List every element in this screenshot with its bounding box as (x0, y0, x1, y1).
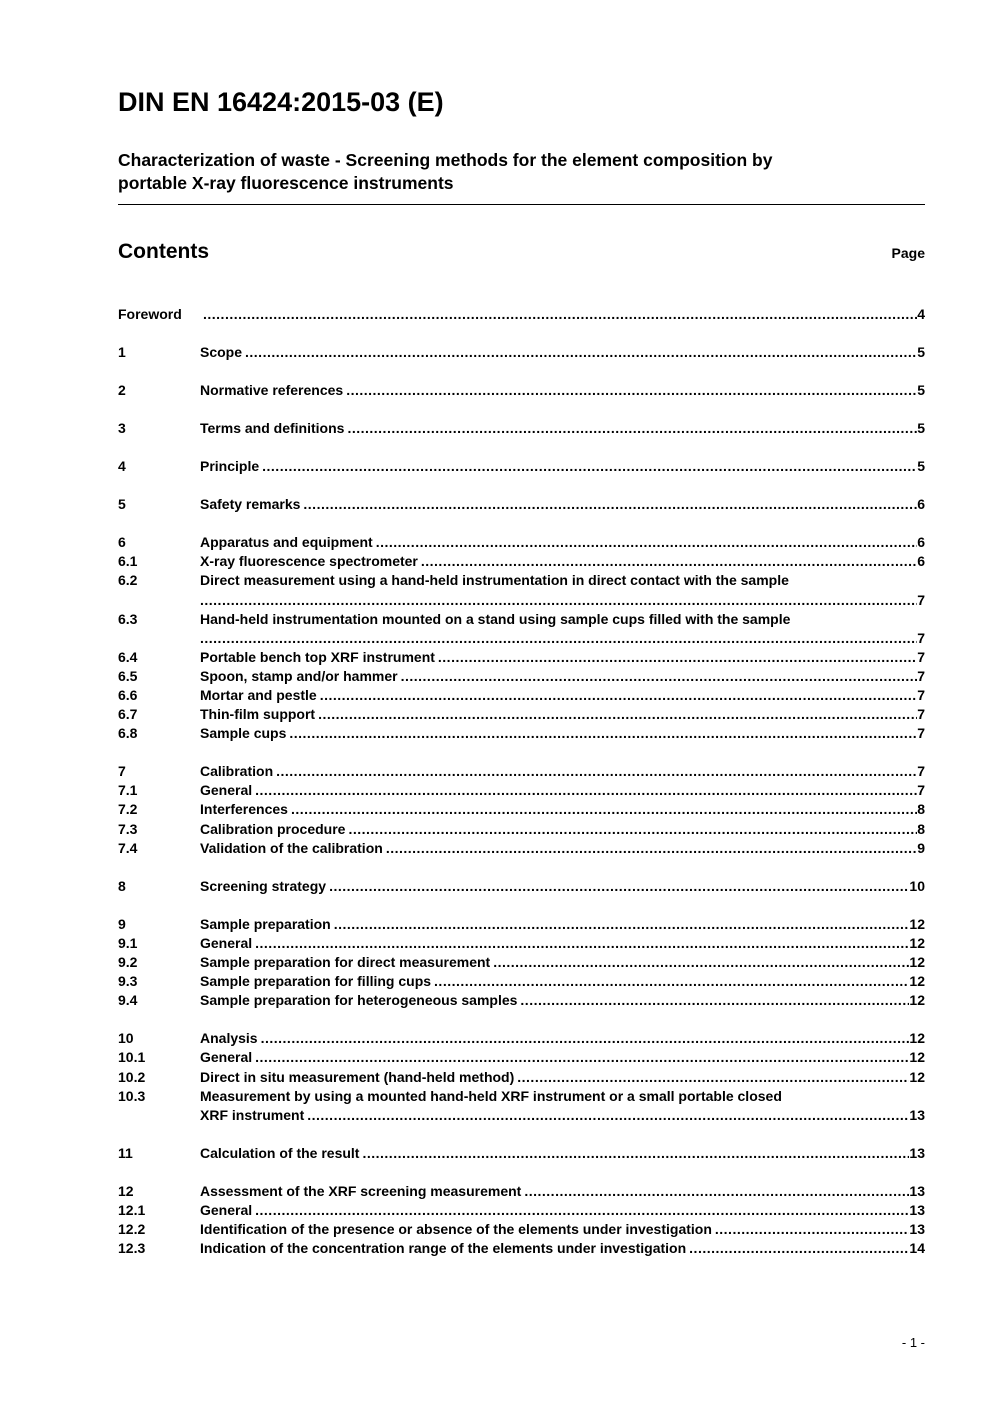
toc-entry-label: Calculation of the result (200, 1144, 360, 1161)
toc-entry-label: Indication of the concentration range of the elements under investigation (200, 1240, 687, 1257)
footer-page-number: - 1 - (901, 1335, 925, 1350)
dot-leader (320, 686, 918, 705)
toc-entry-number: 10.2 (118, 1068, 146, 1085)
toc-entry-number: 7.3 (118, 820, 138, 837)
toc-entry-number: 12.1 (118, 1201, 146, 1218)
toc-entry-page: 5 (917, 458, 925, 475)
toc-line (118, 781, 925, 800)
toc-entry-page: 12 (909, 954, 925, 971)
toc-entry-label: Spoon, stamp and/or hammer (200, 667, 398, 684)
toc-entry (118, 1029, 925, 1048)
dot-leader (362, 1144, 909, 1163)
toc-entry-page: 13 (909, 1182, 925, 1199)
dot-leader (715, 1220, 910, 1239)
toc-entry-number: 6.7 (118, 706, 138, 723)
toc-entry (118, 915, 925, 934)
toc-entry-page: 12 (909, 1030, 925, 1047)
toc-entry-label: Sample preparation for filling cups (200, 973, 432, 990)
toc-line (118, 381, 925, 400)
dot-leader (203, 305, 917, 324)
dot-leader (401, 667, 918, 686)
toc-list (118, 305, 925, 1259)
toc-entry-label: General (200, 782, 253, 799)
toc-entry-label: Normative references (200, 381, 344, 398)
toc-entry-label: Apparatus and equipment (200, 534, 373, 551)
toc-entry-label: Identification of the presence or absence of the elements under investigation (200, 1221, 712, 1238)
toc-entry-label: Safety remarks (200, 496, 301, 513)
toc-entry-page: 7 (917, 687, 925, 703)
toc-entry (118, 934, 925, 953)
toc-entry-number: 7 (118, 763, 126, 780)
toc-entry-number: 9 (118, 915, 126, 932)
toc-entry (118, 571, 925, 609)
toc-line (118, 667, 925, 686)
dot-leader (318, 705, 917, 724)
toc-entry-number: 6.5 (118, 667, 138, 684)
toc-line (118, 343, 925, 362)
toc-entry-page: 6 (917, 534, 925, 551)
toc-entry-label: Principle (200, 458, 260, 475)
toc-line (118, 839, 925, 858)
toc-line (118, 934, 925, 953)
dot-leader (261, 1029, 910, 1048)
toc-entry-page: 8 (917, 801, 925, 818)
toc-entry-number: 6.4 (118, 648, 138, 665)
toc-line (118, 972, 925, 991)
toc-line (118, 1182, 925, 1201)
toc-entry-page: 7 (917, 782, 925, 799)
toc-line (118, 800, 925, 819)
toc-entry-page: 5 (917, 419, 925, 436)
toc-entry-page: 14 (909, 1240, 925, 1257)
document-title-line2: portable X-ray fluorescence instruments (118, 172, 454, 193)
toc-entry (118, 648, 925, 667)
toc-entry (118, 953, 925, 972)
contents-heading: Contents (118, 239, 209, 263)
toc-entry-page: 7 (917, 763, 925, 780)
toc-entry-number: 6.3 (118, 610, 138, 627)
toc-entry-page: 9 (917, 839, 925, 856)
toc-entry-label: Thin-film support (200, 706, 316, 723)
toc-entry (118, 381, 925, 400)
toc-entry (118, 762, 925, 781)
toc-entry-page: 12 (909, 934, 925, 951)
toc-entry (118, 781, 925, 800)
toc-entry-label: Scope (200, 343, 243, 360)
dot-leader (524, 1182, 909, 1201)
toc-entry-page: 10 (909, 877, 925, 894)
toc-entry-page: 12 (909, 1049, 925, 1066)
toc-entry-page: 7 (917, 725, 925, 742)
toc-entry-page: 12 (909, 973, 925, 990)
toc-entry (118, 1182, 925, 1201)
toc-line (118, 1144, 925, 1163)
toc-entry-number: 9.1 (118, 934, 138, 951)
toc-entry (118, 610, 925, 648)
toc-entry-label: Hand-held instrumentation mounted on a stand using sample cups filled with the sample (200, 610, 791, 627)
toc-entry-number: 7.1 (118, 782, 138, 799)
toc-entry-page: 13 (909, 1144, 925, 1161)
toc-line (118, 571, 925, 590)
dot-leader (329, 877, 909, 896)
toc-entry-number: 7.4 (118, 839, 138, 856)
dot-leader (245, 343, 917, 362)
toc-entry-label: Assessment of the XRF screening measurement (200, 1182, 522, 1199)
dot-leader (255, 781, 917, 800)
toc-line (118, 1087, 925, 1106)
toc-line (118, 305, 925, 324)
toc-entry (118, 667, 925, 686)
toc-line-continued (118, 629, 925, 648)
toc-entry-label: General (200, 1201, 253, 1218)
document-title-line1: Characterization of waste - Screening methods for the element composition by (118, 149, 773, 170)
toc-entry-page: 12 (909, 1068, 925, 1085)
toc-line (118, 610, 925, 629)
dot-leader (262, 457, 917, 476)
toc-line (118, 915, 925, 934)
toc-line (118, 686, 925, 705)
toc-entry (118, 877, 925, 896)
toc-line (118, 877, 925, 896)
toc-entry-label: General (200, 1049, 253, 1066)
document-title (118, 149, 925, 205)
toc-entry (118, 972, 925, 991)
toc-entry (118, 724, 925, 743)
toc-line (118, 1029, 925, 1048)
toc-entry-page: 12 (909, 915, 925, 932)
page-content (118, 0, 925, 1258)
toc-entry-page: 12 (909, 992, 925, 1009)
toc-line (118, 457, 925, 476)
toc-entry-label: General (200, 934, 253, 951)
toc-entry-number: 10.1 (118, 1049, 146, 1066)
toc-entry-number: 10 (118, 1030, 134, 1047)
toc-line (118, 705, 925, 724)
toc-line (118, 1068, 925, 1087)
dot-leader (307, 1106, 909, 1125)
toc-entry-label: Sample cups (200, 725, 287, 742)
toc-entry-number: 8 (118, 877, 126, 894)
toc-entry-page: 5 (917, 381, 925, 398)
toc-entry-number: 6 (118, 534, 126, 551)
toc-entry-page: 6 (917, 496, 925, 513)
toc-line (118, 953, 925, 972)
contents-header-row (118, 240, 925, 264)
toc-entry-number: 9.3 (118, 973, 138, 990)
toc-entry-label: Direct measurement using a hand-held instrumentation in direct contact with the sample (200, 572, 789, 589)
toc-entry (118, 305, 925, 324)
toc-line (118, 1201, 925, 1220)
dot-leader (434, 972, 909, 991)
toc-entry (118, 552, 925, 571)
toc-entry-page: 7 (917, 629, 925, 646)
toc-line (118, 724, 925, 743)
toc-entry-label: Analysis (200, 1030, 258, 1047)
toc-entry-label: Direct in situ measurement (hand-held method) (200, 1068, 515, 1085)
toc-line-continued (118, 1106, 925, 1125)
dot-leader (303, 495, 917, 514)
dot-leader (520, 991, 909, 1010)
toc-entry-number: 11 (118, 1144, 133, 1161)
toc-line (118, 820, 925, 839)
toc-entry-label: Measurement by using a mounted hand-held XRF instrument or a small portable closed (200, 1087, 782, 1104)
toc-entry-number: 12 (118, 1182, 134, 1199)
dot-leader (438, 648, 917, 667)
toc-entry-number: 4 (118, 458, 126, 475)
toc-entry-label: Mortar and pestle (200, 687, 317, 703)
toc-entry-number: 9.4 (118, 992, 138, 1009)
dot-leader (200, 629, 917, 648)
toc-entry-page: 6 (917, 553, 925, 570)
toc-entry-label: Interferences (200, 801, 288, 818)
dot-leader (517, 1068, 909, 1087)
toc-entry-page: 7 (917, 667, 925, 684)
dot-leader (200, 591, 917, 610)
toc-entry-label: Calibration (200, 763, 274, 780)
toc-entry (118, 1201, 925, 1220)
toc-entry-label: Terms and definitions (200, 419, 345, 436)
toc-line (118, 495, 925, 514)
toc-entry (118, 1048, 925, 1067)
toc-entry-number: 1 (118, 343, 126, 360)
toc-line (118, 533, 925, 552)
toc-entry-number: 12.3 (118, 1240, 146, 1257)
toc-entry-number: 6.6 (118, 687, 138, 703)
dot-leader (347, 419, 917, 438)
dot-leader (255, 1048, 909, 1067)
toc-entry (118, 686, 925, 705)
toc-entry (118, 839, 925, 858)
toc-entry-number: 6.1 (118, 553, 138, 570)
toc-entry (118, 1239, 925, 1258)
toc-entry-page: 8 (917, 820, 925, 837)
dot-leader (421, 552, 917, 571)
dot-leader (334, 915, 910, 934)
toc-entry-number: 2 (118, 381, 126, 398)
toc-entry (118, 820, 925, 839)
toc-entry-label: Sample preparation for direct measurement (200, 954, 491, 971)
toc-entry-number: 6.8 (118, 725, 138, 742)
toc-entry-number: 10.3 (118, 1087, 146, 1104)
dot-leader (493, 953, 909, 972)
toc-entry-page: 13 (909, 1201, 925, 1218)
toc-entry-page: 4 (917, 305, 925, 322)
dot-leader (255, 1201, 909, 1220)
toc-entry-label: Sample preparation for heterogeneous samples (200, 992, 518, 1009)
toc-entry-number: 7.2 (118, 801, 138, 818)
toc-entry-label: Calibration procedure (200, 820, 346, 837)
toc-entry (118, 1087, 925, 1125)
toc-entry-number: 9.2 (118, 954, 138, 971)
page-column-label: Page (891, 244, 925, 261)
toc-entry-label: Validation of the calibration (200, 839, 383, 856)
toc-entry-number: 5 (118, 496, 126, 513)
toc-entry (118, 991, 925, 1010)
toc-entry-number: 3 (118, 419, 126, 436)
toc-entry (118, 419, 925, 438)
toc-entry-page: 13 (909, 1106, 925, 1123)
toc-entry (118, 533, 925, 552)
toc-line (118, 552, 925, 571)
toc-entry-label-continued: XRF instrument (200, 1106, 305, 1123)
dot-leader (291, 800, 917, 819)
dot-leader (276, 762, 917, 781)
toc-entry (118, 705, 925, 724)
toc-entry-label: Sample preparation (200, 915, 331, 932)
dot-leader (376, 533, 918, 552)
toc-entry-page: 5 (917, 343, 925, 360)
toc-line (118, 648, 925, 667)
dot-leader (689, 1239, 909, 1258)
toc-entry-number: 12.2 (118, 1221, 146, 1238)
toc-entry-number: Foreword (118, 305, 182, 322)
toc-line (118, 1048, 925, 1067)
toc-line (118, 419, 925, 438)
dot-leader (346, 381, 917, 400)
toc-line-continued (118, 591, 925, 610)
toc-entry-number: 6.2 (118, 572, 138, 589)
dot-leader (386, 839, 917, 858)
toc-entry (118, 495, 925, 514)
dot-leader (348, 820, 917, 839)
toc-line (118, 762, 925, 781)
toc-line (118, 1220, 925, 1239)
dot-leader (289, 724, 917, 743)
toc-entry-page: 13 (909, 1221, 925, 1238)
toc-entry-label: Screening strategy (200, 877, 327, 894)
toc-entry-label: X-ray fluorescence spectrometer (200, 553, 418, 570)
toc-entry-page: 7 (917, 591, 925, 608)
toc-entry (118, 1220, 925, 1239)
toc-entry (118, 1068, 925, 1087)
toc-entry (118, 800, 925, 819)
standard-number: DIN EN 16424:2015-03 (E) (118, 87, 444, 117)
dot-leader (255, 934, 909, 953)
toc-entry (118, 1144, 925, 1163)
toc-entry (118, 343, 925, 362)
toc-entry (118, 457, 925, 476)
toc-entry-page: 7 (917, 706, 925, 723)
toc-entry-label: Portable bench top XRF instrument (200, 648, 435, 665)
toc-entry-page: 7 (917, 648, 925, 665)
toc-line (118, 1239, 925, 1258)
toc-line (118, 991, 925, 1010)
